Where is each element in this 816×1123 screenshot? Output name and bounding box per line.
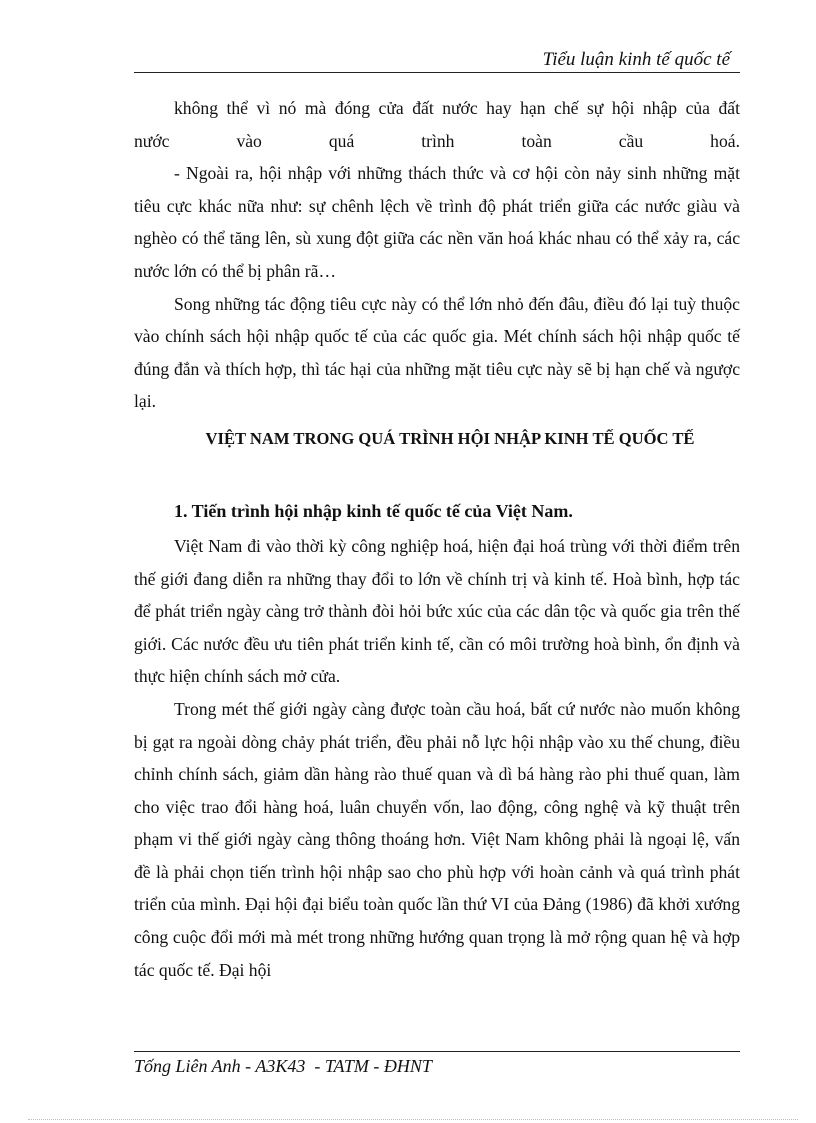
paragraph-policy-impact: Song những tác động tiêu cực này có thể lớn nhỏ đến đâu, điều đó lại tuỳ thuộc vào chính sách hội nhập quốc tế của các quốc gia. Mét chính sách hội nhập quốc tế đúng đắn và thích hợp, thì tác hại của những mặt tiêu cực này sẽ bị hạn chế và ngược lại.	[134, 293, 740, 412]
paragraph-industrialization: Việt Nam đi vào thời kỳ công nghiệp hoá, hiện đại hoá trùng với thời điểm trên thế giới đang diễn ra những thay đổi to lớn về chính trị và kinh tế. Hoà bình, hợp tác để phát triển ngày càng trở thành đòi hỏi bức xúc của các dân tộc và quốc gia trên thế giới. Các nước đều ưu tiên phát triển kinh tế, cần có môi trường hoà bình, ổn định và thực hiện chính sách mở cửa.	[134, 535, 740, 687]
footer-divider	[134, 1051, 740, 1052]
document-body	[134, 92, 740, 986]
page-bottom-edge	[28, 1119, 798, 1120]
footer-author: Tống Liên Anh - A3K43 - TATM - ĐHNT	[134, 1056, 432, 1076]
paragraph-continuation-line-1: không thể vì nó mà đóng cửa đất nước hay hạn chế sự hội nhập của đất	[174, 98, 740, 118]
section-heading: VIỆT NAM TRONG QUÁ TRÌNH HỘI NHẬP KINH TẾ QUỐC TẾ	[205, 428, 695, 448]
paragraph-negative-aspects: - Ngoài ra, hội nhập với những thách thức và cơ hội còn nảy sinh những mặt tiêu cực khác nữa như: sự chênh lệch về trình độ phát triển giữa các nước giàu và nghèo có thể tăng lên, sù xung đột giữa các nền văn hoá khác nhau có thể xảy ra, các nước lớn có thể bị phân rã…	[134, 163, 740, 281]
header-divider	[134, 72, 740, 73]
paragraph-continuation-line-2: nước vào quá trình toàn cầu hoá.	[134, 130, 740, 151]
running-header-title: Tiểu luận kinh tế quốc tế	[542, 49, 730, 70]
subsection-heading: 1. Tiến trình hội nhập kinh tế quốc tế của Việt Nam.	[174, 500, 573, 521]
paragraph-globalization: Trong mét thế giới ngày càng được toàn cầu hoá, bất cứ nước nào muốn không bị gạt ra ngoài dòng chảy phát triển, đều phải nỗ lực hội nhập vào xu thế chung, điều chỉnh chính sách, giảm dần hàng rào thuế quan và dì bá hàng rào phi thuế quan, làm cho việc trao đổi hàng hoá, luân chuyển vốn, lao động, công nghệ và kỹ thuật trên phạm vi thế giới ngày càng thông thoáng hơn. Việt Nam không phải là ngoại lệ, vấn đề là phải chọn tiến trình hội nhập sao cho phù hợp với hoàn cảnh và quá trình phát triển của mình. Đại hội đại biểu toàn quốc lần thứ VI của Đảng (1986) đã khởi xướng công cuộc đổi mới mà mét trong những hướng quan trọng là mở rộng quan hệ và hợp tác quốc tế. Đại hội	[134, 698, 740, 980]
